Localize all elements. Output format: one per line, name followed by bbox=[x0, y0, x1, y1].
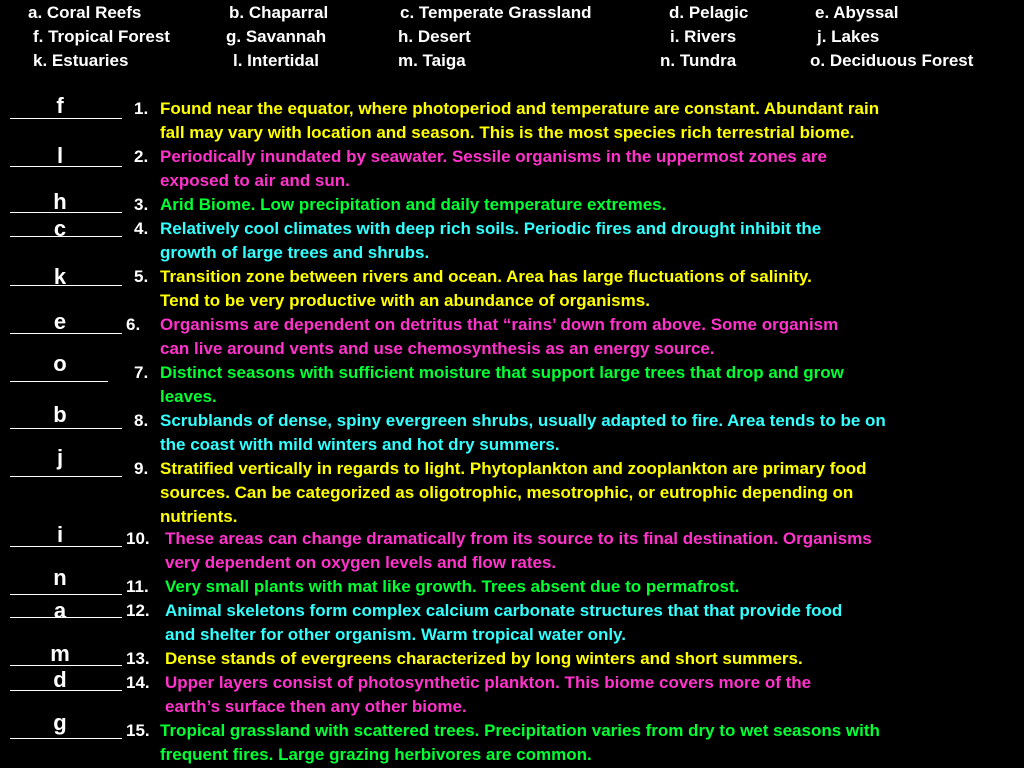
question-number: 4. bbox=[134, 219, 149, 238]
key-item: f. Tropical Forest bbox=[33, 27, 170, 46]
key-item: j. Lakes bbox=[817, 27, 880, 46]
answer-letter: i bbox=[56, 522, 64, 547]
answer-letter: m bbox=[50, 641, 70, 666]
answer-letter: d bbox=[53, 667, 67, 692]
question-text bbox=[160, 719, 880, 767]
answer-letter: h bbox=[53, 189, 67, 214]
answer-letter: b bbox=[53, 402, 67, 427]
question-line: Distinct seasons with sufficient moisture that support large trees that drop and grow bbox=[160, 363, 844, 382]
answer-letter: n bbox=[53, 565, 67, 590]
key-item: b. Chaparral bbox=[229, 3, 329, 22]
answer-blank-line[interactable] bbox=[10, 428, 122, 429]
question-number: 8. bbox=[134, 411, 149, 430]
key-item: l. Intertidal bbox=[233, 51, 319, 70]
question-text bbox=[160, 313, 838, 361]
question-text bbox=[165, 647, 803, 671]
question-line: Scrublands of dense, spiny evergreen shrubs, usually adapted to fire. Area tends to be on bbox=[160, 411, 886, 430]
answer-letter: j bbox=[56, 445, 64, 470]
question-number: 10. bbox=[126, 529, 150, 548]
question-line: nutrients. bbox=[160, 507, 238, 526]
answer-blank-line[interactable] bbox=[10, 738, 122, 739]
answer-letter: l bbox=[56, 143, 64, 168]
question-line: fall may vary with location and season. This is the most species rich terrestrial biome. bbox=[160, 123, 855, 142]
answer-blank-line[interactable] bbox=[10, 594, 122, 595]
question-line: These areas can change dramatically from its source to its final destination. Organisms bbox=[165, 529, 872, 548]
question-line: leaves. bbox=[160, 387, 217, 406]
question-text bbox=[165, 671, 811, 719]
key-item: k. Estuaries bbox=[33, 51, 129, 70]
key-item: h. Desert bbox=[398, 27, 471, 46]
question-number: 9. bbox=[134, 459, 149, 478]
question-line: Transition zone between rivers and ocean. Area has large fluctuations of salinity. bbox=[160, 267, 812, 286]
answer-letter: g bbox=[53, 710, 67, 735]
key-item: g. Savannah bbox=[226, 27, 327, 46]
question-number: 11. bbox=[126, 577, 149, 596]
question-line: sources. Can be categorized as oligotrophic, mesotrophic, or eutrophic depending on bbox=[160, 483, 854, 502]
question-line: Relatively cool climates with deep rich soils. Periodic fires and drought inhibit the bbox=[160, 219, 822, 238]
question-line: Organisms are dependent on detritus that “rains’ down from above. Some organism bbox=[160, 315, 839, 334]
question-text bbox=[160, 97, 879, 145]
question-number: 6. bbox=[126, 315, 141, 334]
key-item: c. Temperate Grassland bbox=[400, 3, 592, 22]
question-line: very dependent on oxygen levels and flow rates. bbox=[165, 553, 557, 572]
question-text bbox=[160, 145, 827, 193]
question-text bbox=[165, 575, 739, 599]
question-line: Found near the equator, where photoperiod and temperature are constant. Abundant rain bbox=[160, 99, 880, 118]
question-text bbox=[160, 217, 821, 265]
key-item: a. Coral Reefs bbox=[28, 3, 142, 22]
question-text bbox=[160, 409, 886, 457]
question-number: 12. bbox=[126, 601, 150, 620]
question-line: Stratified vertically in regards to light. Phytoplankton and zooplankton are primary food bbox=[160, 459, 867, 478]
question-line: Upper layers consist of photosynthetic plankton. This biome covers more of the bbox=[165, 673, 812, 692]
question-text bbox=[165, 527, 872, 575]
answer-blank-line[interactable] bbox=[10, 381, 108, 382]
key-item: e. Abyssal bbox=[815, 3, 899, 22]
answer-letter: f bbox=[56, 93, 64, 118]
question-line: and shelter for other organism. Warm tropical water only. bbox=[165, 625, 626, 644]
question-line: Periodically inundated by seawater. Sessile organisms in the uppermost zones are bbox=[160, 147, 828, 166]
key-item: m. Taiga bbox=[398, 51, 466, 70]
key-item: n. Tundra bbox=[660, 51, 737, 70]
question-number: 3. bbox=[134, 195, 149, 214]
question-line: Animal skeletons form complex calcium carbonate structures that that provide food bbox=[165, 601, 843, 620]
key-item: o. Deciduous Forest bbox=[810, 51, 974, 70]
question-line: Very small plants with mat like growth. Trees absent due to permafrost. bbox=[165, 577, 740, 596]
question-line: earth’s surface then any other biome. bbox=[165, 697, 467, 716]
question-text bbox=[160, 457, 867, 529]
answer-blank-line[interactable] bbox=[10, 118, 122, 119]
answer-blank-line[interactable] bbox=[10, 476, 122, 477]
answer-letter: a bbox=[53, 598, 67, 623]
key-item: d. Pelagic bbox=[669, 3, 749, 22]
question-text bbox=[160, 265, 812, 313]
question-number: 14. bbox=[126, 673, 150, 692]
question-number: 5. bbox=[134, 267, 149, 286]
question-line: can live around vents and use chemosynthesis as an energy source. bbox=[160, 339, 715, 358]
question-number: 2. bbox=[134, 147, 149, 166]
question-line: the coast with mild winters and hot dry summers. bbox=[160, 435, 560, 454]
answer-letter: o bbox=[53, 351, 67, 376]
question-text bbox=[165, 599, 842, 647]
question-line: Dense stands of evergreens characterized by long winters and short summers. bbox=[165, 649, 803, 668]
question-text bbox=[160, 361, 844, 409]
key-item: i. Rivers bbox=[670, 27, 737, 46]
question-line: Tend to be very productive with an abundance of organisms. bbox=[160, 291, 650, 310]
question-line: frequent fires. Large grazing herbivores are common. bbox=[160, 745, 592, 764]
answer-letter: e bbox=[53, 309, 67, 334]
question-line: growth of large trees and shrubs. bbox=[160, 243, 430, 262]
question-number: 1. bbox=[134, 99, 149, 118]
question-line: exposed to air and sun. bbox=[160, 171, 350, 190]
question-number: 13. bbox=[126, 649, 150, 668]
question-line: Tropical grassland with scattered trees. Precipitation varies from dry to wet seasons with bbox=[160, 721, 880, 740]
question-text bbox=[160, 193, 666, 217]
question-number: 15. bbox=[126, 721, 150, 740]
answer-letter: c bbox=[53, 216, 67, 241]
question-line: Arid Biome. Low precipitation and daily temperature extremes. bbox=[160, 195, 667, 214]
question-number: 7. bbox=[134, 363, 149, 382]
answer-letter: k bbox=[53, 264, 67, 289]
